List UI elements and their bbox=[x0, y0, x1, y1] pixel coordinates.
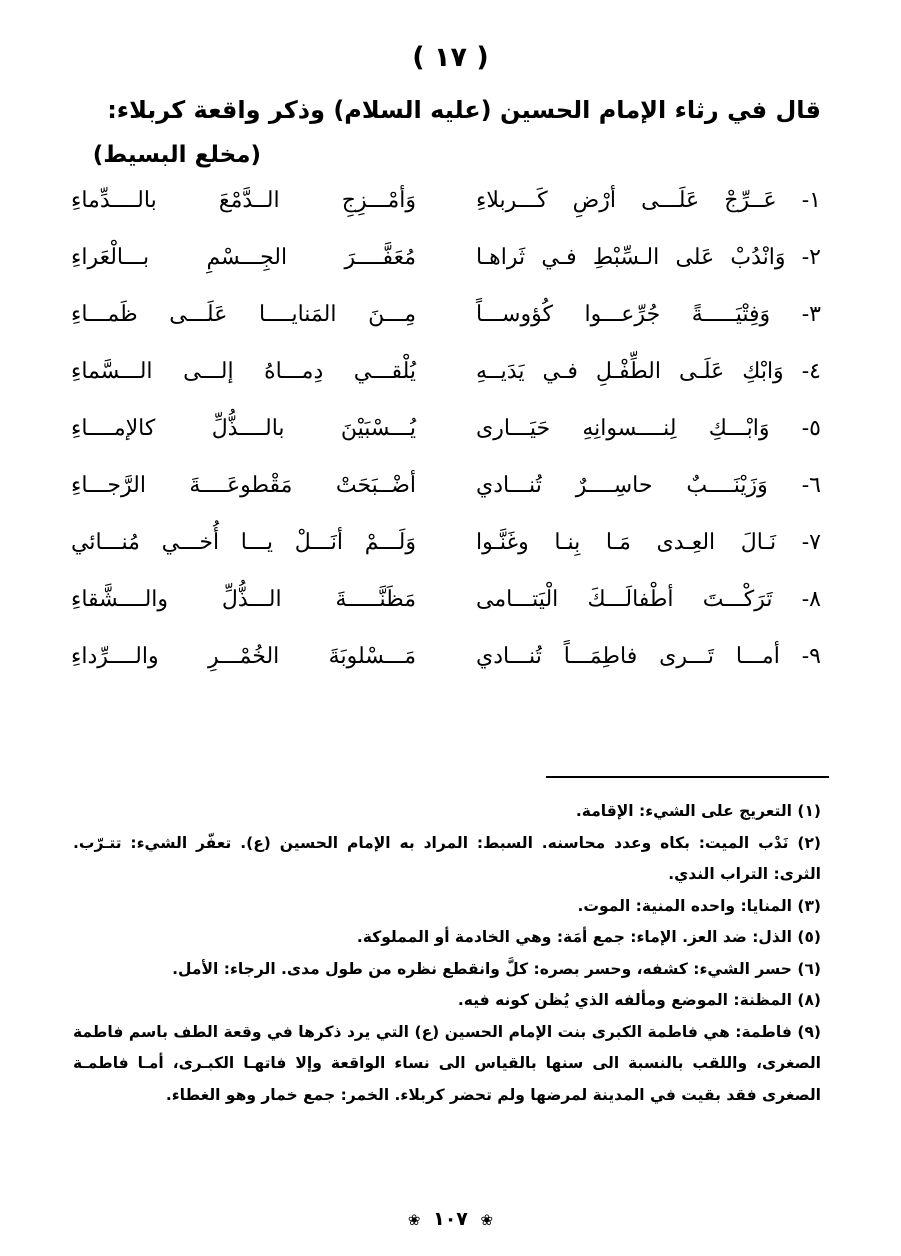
verse-line bbox=[71, 416, 821, 473]
verse-second-hemistich: يُلْقـــي دِمـــاهُ إلـــى الـــسَّماءِ bbox=[71, 359, 416, 384]
verse-first-hemistich: ٥- وَابْـــكِ لِنــــسوانِهِ حَيَـــارى bbox=[476, 416, 821, 441]
verse-second-hemistich: مَظَنَّـــــةَ الـــذُّلِّ والــــشَّقاءِ bbox=[71, 587, 416, 612]
page-number: ١٠٧ bbox=[433, 1208, 468, 1230]
verse-second-hemistich: يُـــسْبَيْنَ بالــــذُّلِّ كالإمــــاءِ bbox=[71, 416, 416, 441]
verse-first-hemistich: ٩- أمـــا تَـــرى فاطِمَـــاً تُنـــادي bbox=[476, 644, 821, 669]
verse-first-hemistich: ٣- وَفِتْيَـــــةً جُرِّعـــوا كُؤوســـاً bbox=[476, 302, 821, 327]
footnote: (١) التعريج على الشيء: الإقامة. bbox=[575, 802, 821, 820]
verse-line bbox=[71, 644, 821, 701]
footnotes bbox=[73, 796, 821, 1111]
verse-line bbox=[71, 245, 821, 302]
footnote: (٥) الذل: ضد العز. الإماء: جمع أمَة: وهي الخادمة أو المملوكة. bbox=[356, 928, 821, 946]
page-footer bbox=[0, 1208, 901, 1230]
verse-second-hemistich: وَأمْـــزِجِ الــدَّمْعَ بالــــدِّماءِ bbox=[71, 188, 416, 213]
verse-second-hemistich: مَـــسْلوبَةَ الخُمْـــرِ والــــرِّداءِ bbox=[71, 644, 416, 669]
verse-first-hemistich: ٤- وَابْكِ عَلَـى الطِّفْـلِ فـي يَدَيــهِ bbox=[476, 359, 821, 384]
footnote: (٩) فاطمة: هي فاطمة الكبرى بنت الإمام الحسين (ع) التي يرد ذكرها في وقعة الطف باسم فاطمة الصغرى، واللقب بالنسبة الى سنها بالقياس الى نساء الواقعة وإلا فاتهـا الكبـرى، أمـا فاطمـة الصغرى فقد بقيت في المدينة لمرضها ولم تحضر كربلاء. الخمر: جمع خمار وهو الغطاء. bbox=[73, 1022, 821, 1104]
footnote: (٦) حسر الشيء: كشفه، وحسر بصره: كلَّ وانقطع نظره من طول مدى. الرجاء: الأمل. bbox=[172, 959, 821, 978]
verse-second-hemistich: مِـــنَ المَنايــــا عَلَـــى ظَمـــاءِ bbox=[71, 302, 416, 327]
verse-line bbox=[71, 473, 821, 530]
verse-line bbox=[71, 587, 821, 644]
verse-line bbox=[71, 188, 821, 245]
poem-verses bbox=[71, 188, 821, 701]
verse-first-hemistich: ٨- تَرَكْـــتَ أطْفالَـــكَ الْيَتـــامى bbox=[476, 587, 821, 612]
verse-first-hemistich: ٦- وَزَيْنَــــبٌ حاسِــــرٌ تُنـــادي bbox=[476, 473, 821, 498]
verse-second-hemistich: مُعَفَّــــرَ الجِـــسْمِ بـــالْعَراءِ bbox=[71, 245, 416, 270]
footnote: (٣) المنايا: واحده المنية: الموت. bbox=[577, 896, 821, 915]
verse-second-hemistich: وَلَـــمْ أنَـــلْ يـــا أُخـــي مُنـــائي bbox=[71, 530, 416, 555]
footnote: (٢) نَدْب الميت: بكاه وعدد محاسنه. السبط: المراد به الإمام الحسين (ع). تعفّر الشيء: تتـرّب. الثرى: التراب الندي. bbox=[73, 833, 821, 883]
verse-line bbox=[71, 359, 821, 416]
verse-first-hemistich: ٧- نَـالَ العِـدى مَـا بِنـا وغَنَّـوا bbox=[476, 530, 821, 555]
verse-first-hemistich: ٢- وَانْدُبْ عَلى الـسِّبْطِ فـي ثَراهـا bbox=[476, 245, 821, 270]
footnote-divider bbox=[546, 776, 829, 778]
poem-number: ( ١٧ ) bbox=[412, 42, 489, 73]
ornament-right-icon: ❀ bbox=[480, 1211, 494, 1229]
ornament-left-icon: ❀ bbox=[407, 1211, 421, 1229]
poem-title: قال في رثاء الإمام الحسين (عليه السلام) وذكر واقعة كربلاء: bbox=[107, 96, 821, 124]
verse-line bbox=[71, 302, 821, 359]
poem-meter: (مخلع البسيط) bbox=[92, 142, 261, 168]
verse-second-hemistich: أضْــبَحَتْ مَقْطوعَــــةَ الرَّجـــاءِ bbox=[71, 473, 416, 498]
verse-line bbox=[71, 530, 821, 587]
verse-first-hemistich: ١- عَــرِّجْ عَلَـــى أرْضِ كَـــربلاءِ bbox=[476, 188, 821, 213]
footnote: (٨) المظنة: الموضع ومألفه الذي يُظن كونه فيه. bbox=[457, 991, 821, 1009]
